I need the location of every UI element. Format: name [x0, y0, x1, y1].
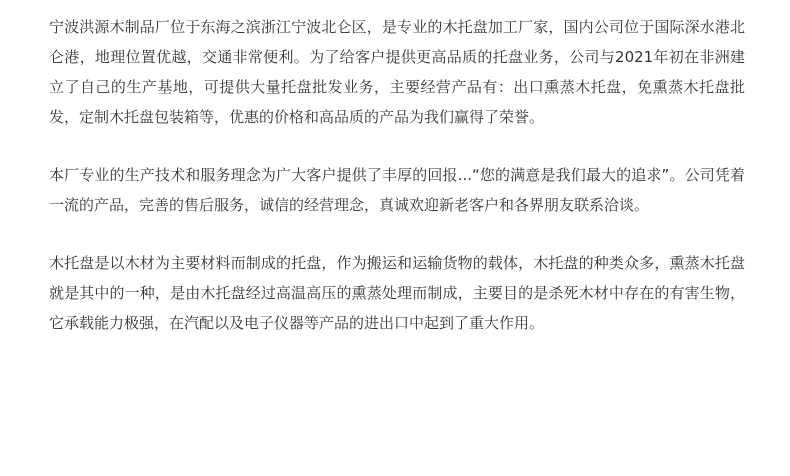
paragraph-wooden-pallet: 木托盘是以木材为主要材料而制成的托盘，作为搬运和运输货物的载体，木托盘的种类众多，熏蒸木托盘就是其中的一种，是由木托盘经过高温高压的熏蒸处理而制成，主要目的是杀死木材中存在的有害生物，它承载能力极强，在汽配以及电子仪器等产品的进出口中起到了重大作用。: [49, 254, 745, 332]
paragraph-company-intro: 宁波洪源木制品厂位于东海之滨浙江宁波北仑区，是专业的木托盘加工厂家，国内公司位于国际深水港北仑港，地理位置优越，交通非常便利。为了给客户提供更高品质的托盘业务，公司与2021年初在非洲建立了自己的生产基地，可提供大量托盘批发业务，主要经营产品有：出口熏蒸木托盘，免熏蒸木托盘批发，定制木托盘包装箱等，优惠的价格和高品质的产品为我们赢得了荣誉。: [49, 18, 745, 126]
paragraph-service-philosophy: 本厂专业的生产技术和服务理念为广大客户提供了丰厚的回报...“您的满意是我们最大的追求”。公司凭着一流的产品，完善的售后服务，诚信的经营理念，真诚欢迎新老客户和各界朋友联系洽谈。: [49, 166, 745, 214]
article-body: [49, 12, 745, 338]
